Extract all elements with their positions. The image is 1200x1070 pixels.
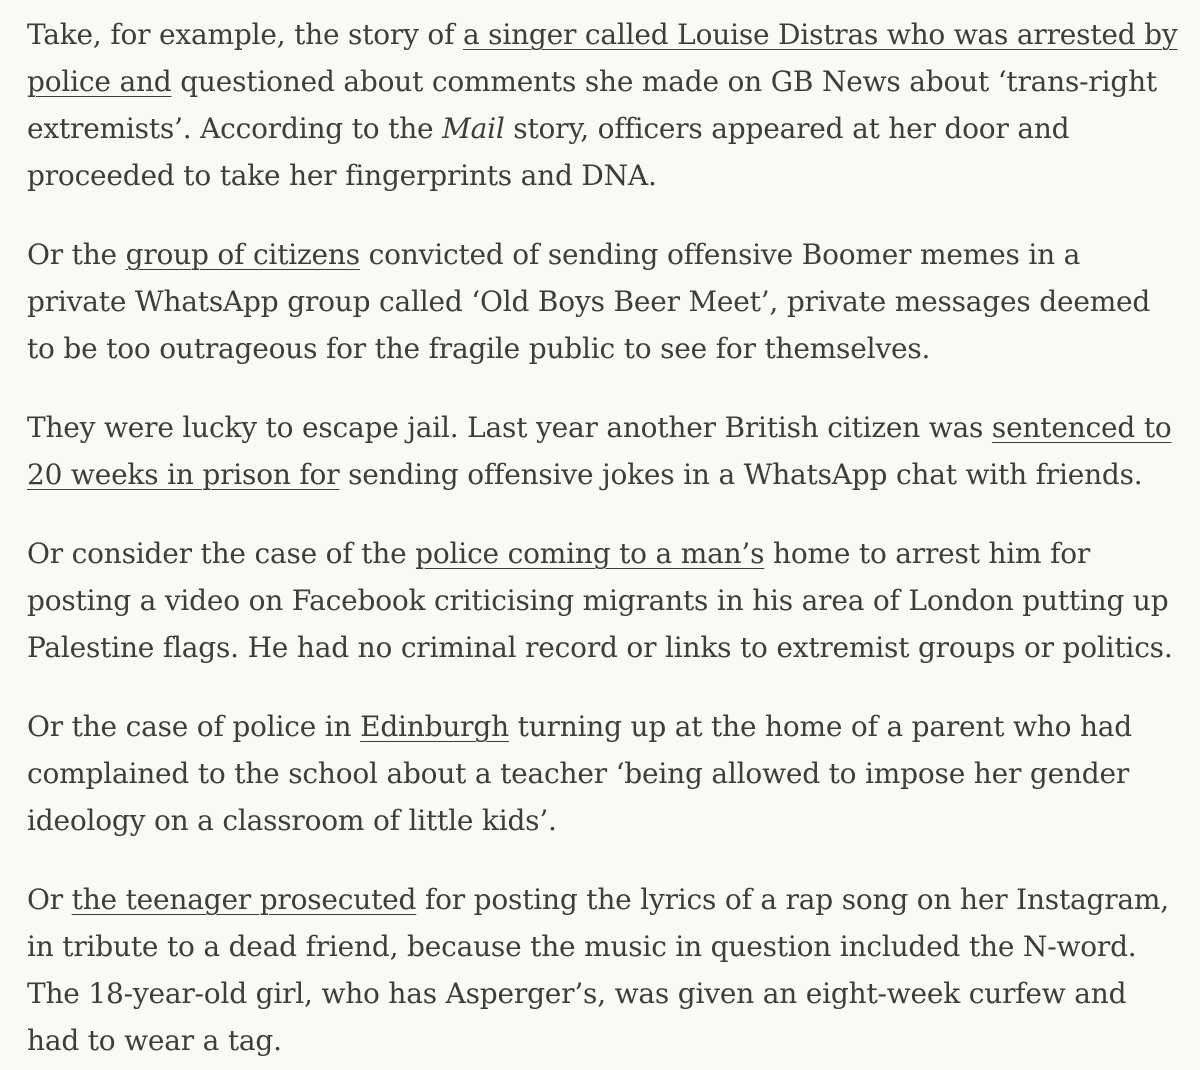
paragraph-text: home to arrest him for posting a video on Facebook criticising migrants in his area of London putting up Palestine flags. He had no criminal record or links to extremist groups or politics.	[27, 537, 1173, 664]
paragraph-text: Or the case of police in	[27, 710, 361, 743]
paragraph-edinburgh	[27, 703, 1180, 844]
paragraph-louise-distras	[27, 11, 1180, 199]
link-group-of-citizens[interactable]: group of citizens	[125, 238, 360, 271]
paragraph-text: story, officers appeared at her door and proceeded to take her fingerprints and DNA.	[27, 112, 1070, 192]
publication-name-mail: Mail	[442, 112, 505, 145]
paragraph-text: turning up at the home of a parent who had complained to the school about a teacher ‘being allowed to impose her gender ideology on a classroom of little kids’.	[27, 710, 1133, 837]
paragraph-text: They were lucky to escape jail. Last year another British citizen was	[27, 411, 992, 444]
paragraph-text: questioned about comments she made on GB News about ‘trans-right extremists’. According to the	[27, 65, 1157, 145]
link-louise-distras[interactable]: a singer called Louise Distras who was arrested by police and	[27, 18, 1178, 98]
link-teenager-prosecuted[interactable]: the teenager prosecuted	[71, 883, 417, 916]
paragraph-teenager	[27, 876, 1180, 1064]
paragraph-text: for posting the lyrics of a rap song on her Instagram, in tribute to a dead friend, because the music in question included the N-word. The 18-year-old girl, who has Asperger’s, was given an eight-week curfew and had to wear a tag.	[27, 883, 1169, 1057]
paragraph-text: Or consider the case of the	[27, 537, 416, 570]
paragraph-facebook-video	[27, 530, 1180, 671]
paragraph-text: Or	[27, 883, 72, 916]
paragraph-text: sending offensive jokes in a WhatsApp chat with friends.	[339, 458, 1143, 491]
link-sentenced-prison[interactable]: sentenced to 20 weeks in prison for	[27, 411, 1172, 491]
paragraph-text: Take, for example, the story of	[27, 18, 463, 51]
link-police-coming[interactable]: police coming to a man’s	[415, 537, 765, 570]
paragraph-group-of-citizens	[27, 231, 1180, 372]
paragraph-prison-sentence	[27, 404, 1180, 498]
paragraph-text: Or the	[27, 238, 126, 271]
paragraph-text: convicted of sending offensive Boomer memes in a private WhatsApp group called ‘Old Boys Beer Meet’, private messages deemed to be too outrageous for the fragile public to see for themselves.	[27, 238, 1151, 365]
link-edinburgh[interactable]: Edinburgh	[360, 710, 509, 743]
